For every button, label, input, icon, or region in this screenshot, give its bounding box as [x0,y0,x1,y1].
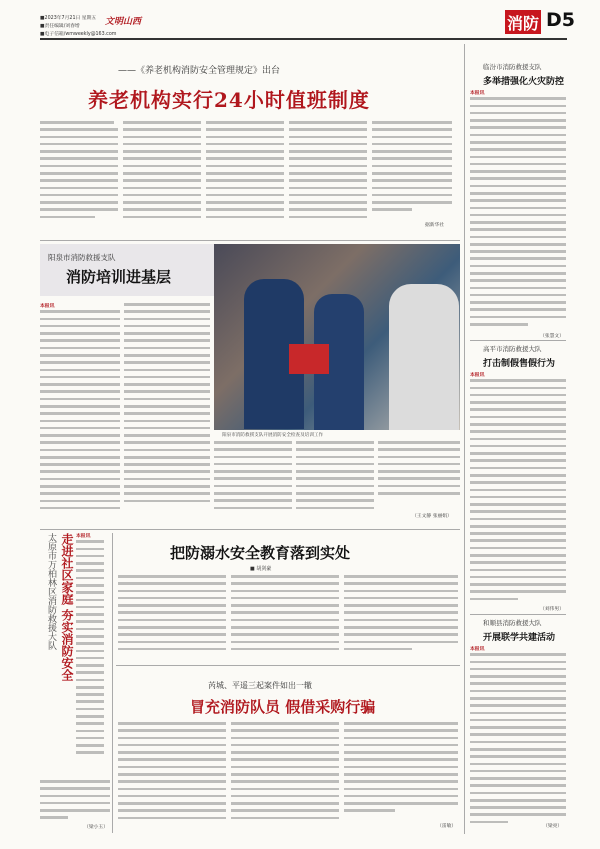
yangquan-reporter: 本报讯 [40,304,55,309]
taiyuan-body-top [76,533,104,778]
editor-line: ■责任编辑/刘春增 [40,24,80,29]
photo-caption: 阳泉市消防救援支队开展消防安全检查及培训工作 [222,433,324,438]
yangquan-byline: （王文静 张丽娟） [412,514,452,519]
anti-drown-body-col2 [231,575,339,660]
lead-divider [40,240,460,241]
fraud-byline: （雷敏） [437,824,457,829]
paper-logo: 文明山西 [105,17,142,27]
lead-byline: 据新华社 [425,223,445,228]
email-line: ■电子信箱/wmweekly@163.com [40,32,117,37]
fraud-body-col1 [118,722,226,827]
fraud-body-col3 [344,722,458,820]
anti-drown-headline: 把防溺水安全教育落到实处 [170,544,351,562]
lead-body-col4 [289,121,367,236]
fire-cabinet [289,344,329,374]
yangquan-headline: 消防培训进基层 [66,268,172,286]
lead-body-col1 [40,121,118,236]
r1-kicker: 临汾市消防救援支队 [483,63,542,71]
r1-body [470,90,566,340]
date-line: ■2023年7月21日 星期五 [40,16,97,21]
fraud-body-col2 [231,722,339,827]
yangquan-photo [214,244,460,430]
anti-drown-body-col3 [344,575,458,660]
anti-drown-divider [116,665,460,666]
r1-byline: （张慧文） [540,334,564,339]
r2-kicker: 高平市消防救援大队 [483,345,542,353]
masthead [0,0,600,44]
lead-body-col3 [206,121,284,236]
civilian-figure [389,284,459,430]
yangquan-divider [40,529,460,530]
column-divider [112,533,113,833]
r2-divider [470,614,566,615]
lead-body-col5 [372,121,452,236]
r1-reporter: 本报讯 [470,91,485,96]
taiyuan-byline: （梁小玉） [84,825,108,830]
lead-kicker: ——《养老机构消防安全管理规定》出台 [118,66,281,76]
r2-body [470,372,566,610]
taiyuan-side-brand [42,533,56,673]
masthead-rule [40,38,567,40]
taiyuan-reporter: 本报讯 [76,534,91,539]
r3-headline: 开展联学共建活动 [483,633,556,643]
taiyuan-side-brand-text: 太原市万柏林区消防救援大队 [46,533,56,650]
taiyuan-headline [58,533,74,763]
anti-drown-byline: ■ 胡剑豪 [250,566,272,572]
lead-headline: 养老机构实行24小时值班制度 [88,88,370,112]
r2-reporter: 本报讯 [470,373,485,378]
anti-drown-body-col1 [118,575,226,660]
page-number: D5 [546,9,575,31]
r3-body [470,646,566,831]
yangquan-body-col1 [40,303,120,528]
yangquan-body-col4 [296,441,374,526]
section-label: 消防 [507,14,540,33]
fraud-kicker: 芮城、平遥三起案件如出一辙 [208,681,312,690]
r3-kicker: 和顺县消防救援大队 [483,619,542,627]
fraud-headline: 冒充消防队员 假借采购行骗 [190,698,376,716]
r2-headline: 打击制假售假行为 [483,359,556,369]
right-column-divider [464,44,465,834]
yangquan-body-col2 [124,303,210,528]
r3-byline: （梁亮） [543,824,563,829]
r3-reporter: 本报讯 [470,647,485,652]
yangquan-body-col3 [214,441,292,526]
r2-byline: （刘伟男） [540,607,564,612]
r1-divider [470,340,566,341]
yangquan-brand: 阳泉市消防救援支队 [48,253,116,262]
yangquan-body-col5 [378,441,460,516]
lead-body-col2 [123,121,201,236]
r1-headline: 多举措强化火灾防控 [483,77,565,87]
taiyuan-headline-text: 走进社区家庭 夯实消防安全 [60,533,74,682]
